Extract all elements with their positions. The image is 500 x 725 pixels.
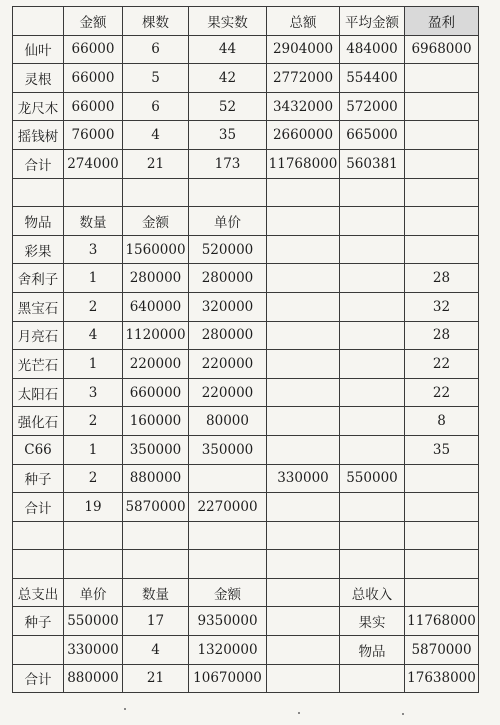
table-cell: 强化石	[13, 407, 64, 436]
table-cell: 665000	[340, 121, 405, 150]
table-cell: C66	[13, 435, 64, 464]
table-cell: 数量	[123, 578, 189, 607]
table-cell: 10670000	[189, 664, 267, 693]
table-cell: 330000	[64, 636, 123, 665]
table-cell: 总收入	[340, 578, 405, 607]
table-cell	[405, 578, 479, 607]
table-cell	[340, 407, 405, 436]
table-cell: 6	[123, 92, 189, 121]
table-cell: 11768000	[267, 149, 340, 178]
table-cell	[123, 550, 189, 579]
table-cell	[64, 521, 123, 550]
table-cell	[267, 264, 340, 293]
table-cell: 4	[123, 121, 189, 150]
table-cell	[123, 178, 189, 207]
table-cell	[64, 178, 123, 207]
table-row	[13, 7, 479, 36]
table-cell	[405, 178, 479, 207]
table-cell: 220000	[123, 350, 189, 379]
table-row	[13, 235, 479, 264]
header-cell: 总额	[267, 7, 340, 36]
table-cell: 1	[64, 350, 123, 379]
table-cell	[267, 235, 340, 264]
table-cell: 220000	[189, 378, 267, 407]
table-cell: 660000	[123, 378, 189, 407]
table-cell	[340, 292, 405, 321]
table-cell	[340, 264, 405, 293]
table-cell	[340, 521, 405, 550]
table-cell: 3432000	[267, 92, 340, 121]
table-cell	[340, 321, 405, 350]
table-row	[13, 521, 479, 550]
table-cell: 4	[64, 321, 123, 350]
table-cell	[267, 550, 340, 579]
table-row	[13, 92, 479, 121]
table-cell: 554400	[340, 64, 405, 93]
table-cell	[267, 578, 340, 607]
table-cell: 2	[64, 292, 123, 321]
table-cell: 金额	[189, 578, 267, 607]
table-row	[13, 636, 479, 665]
table-cell	[267, 292, 340, 321]
table-cell: 320000	[189, 292, 267, 321]
table-cell	[267, 435, 340, 464]
table-cell: 1560000	[123, 235, 189, 264]
table-cell: 舍利子	[13, 264, 64, 293]
table-cell	[340, 178, 405, 207]
data-table	[12, 6, 479, 693]
table-cell: 520000	[189, 235, 267, 264]
table-cell	[189, 521, 267, 550]
table-cell: 21	[123, 664, 189, 693]
table-cell	[340, 493, 405, 522]
table-cell: 350000	[189, 435, 267, 464]
table-cell	[267, 178, 340, 207]
table-cell: 44	[189, 35, 267, 64]
table-cell	[340, 378, 405, 407]
table-cell: 17	[123, 607, 189, 636]
table-cell: 合计	[13, 493, 64, 522]
scan-speck	[402, 713, 404, 715]
table-cell: 32	[405, 292, 479, 321]
table-cell: 80000	[189, 407, 267, 436]
table-cell	[267, 378, 340, 407]
table-cell: 单价	[189, 207, 267, 236]
table-cell	[267, 407, 340, 436]
table-cell	[340, 235, 405, 264]
table-cell: 金额	[123, 207, 189, 236]
table-cell	[13, 550, 64, 579]
table-row	[13, 664, 479, 693]
table-cell	[405, 235, 479, 264]
table-cell: 880000	[123, 464, 189, 493]
table-cell: 果实	[340, 607, 405, 636]
table-row	[13, 292, 479, 321]
table-cell	[189, 178, 267, 207]
table-cell: 物品	[13, 207, 64, 236]
table-cell	[267, 607, 340, 636]
table-cell	[13, 636, 64, 665]
table-cell	[405, 464, 479, 493]
table-cell	[405, 493, 479, 522]
table-cell: 合计	[13, 149, 64, 178]
table-cell: 21	[123, 149, 189, 178]
table-cell: 5	[123, 64, 189, 93]
table-row	[13, 350, 479, 379]
table-cell: 9350000	[189, 607, 267, 636]
table-row	[13, 578, 479, 607]
table-cell: 5870000	[123, 493, 189, 522]
table-cell: 1320000	[189, 636, 267, 665]
table-cell: 种子	[13, 607, 64, 636]
table-cell: 4	[123, 636, 189, 665]
table-cell: 350000	[123, 435, 189, 464]
table-cell: 280000	[189, 264, 267, 293]
table-cell: 1	[64, 435, 123, 464]
table-cell: 35	[405, 435, 479, 464]
table-cell: 2660000	[267, 121, 340, 150]
table-cell	[267, 207, 340, 236]
table-cell: 太阳石	[13, 378, 64, 407]
table-cell	[189, 550, 267, 579]
table-cell	[405, 121, 479, 150]
table-cell: 8	[405, 407, 479, 436]
table-row	[13, 121, 479, 150]
table-cell	[267, 321, 340, 350]
header-cell: 棵数	[123, 7, 189, 36]
table-cell: 龙尺木	[13, 92, 64, 121]
table-row	[13, 407, 479, 436]
table-row	[13, 607, 479, 636]
table-cell: 5870000	[405, 636, 479, 665]
table-cell: 物品	[340, 636, 405, 665]
table-row	[13, 149, 479, 178]
table-cell: 2	[64, 464, 123, 493]
table-cell: 22	[405, 350, 479, 379]
table-row	[13, 378, 479, 407]
table-row	[13, 35, 479, 64]
table-cell: 3	[64, 378, 123, 407]
header-cell	[13, 7, 64, 36]
table-cell: 仙叶	[13, 35, 64, 64]
table-cell	[405, 92, 479, 121]
table-cell: 550000	[64, 607, 123, 636]
table-cell: 2772000	[267, 64, 340, 93]
table-cell: 6	[123, 35, 189, 64]
table-cell: 19	[64, 493, 123, 522]
table-cell: 数量	[64, 207, 123, 236]
table-cell	[405, 550, 479, 579]
table-cell	[13, 521, 64, 550]
table-cell: 黑宝石	[13, 292, 64, 321]
table-cell: 1	[64, 264, 123, 293]
table-cell	[267, 493, 340, 522]
table-cell	[405, 64, 479, 93]
table-cell: 总支出	[13, 578, 64, 607]
table-cell: 560381	[340, 149, 405, 178]
table-cell: 280000	[123, 264, 189, 293]
table-cell	[267, 664, 340, 693]
table-cell: 11768000	[405, 607, 479, 636]
table-cell	[64, 550, 123, 579]
table-row	[13, 178, 479, 207]
table-cell	[340, 350, 405, 379]
table-cell: 330000	[267, 464, 340, 493]
table-cell: 66000	[64, 64, 123, 93]
table-cell: 种子	[13, 464, 64, 493]
table-cell: 66000	[64, 35, 123, 64]
table-cell: 484000	[340, 35, 405, 64]
table-row	[13, 64, 479, 93]
table-row	[13, 321, 479, 350]
table-cell: 2904000	[267, 35, 340, 64]
table-cell: 合计	[13, 664, 64, 693]
table-cell: 22	[405, 378, 479, 407]
table-cell	[267, 350, 340, 379]
table-cell	[123, 521, 189, 550]
table-cell: 280000	[189, 321, 267, 350]
scan-speck	[124, 708, 126, 710]
table-cell: 彩果	[13, 235, 64, 264]
table-cell: 3	[64, 235, 123, 264]
table-cell: 月亮石	[13, 321, 64, 350]
table-cell: 28	[405, 264, 479, 293]
table-cell: 220000	[189, 350, 267, 379]
table-cell: 640000	[123, 292, 189, 321]
table-cell	[340, 550, 405, 579]
table-cell: 17638000	[405, 664, 479, 693]
table-cell: 6968000	[405, 35, 479, 64]
table-cell: 2270000	[189, 493, 267, 522]
table-cell: 灵根	[13, 64, 64, 93]
table-cell	[405, 149, 479, 178]
table-cell	[267, 636, 340, 665]
header-cell: 金额	[64, 7, 123, 36]
table-cell: 76000	[64, 121, 123, 150]
table-cell: 880000	[64, 664, 123, 693]
table-cell: 2	[64, 407, 123, 436]
table-row	[13, 464, 479, 493]
header-cell: 果实数	[189, 7, 267, 36]
table-cell: 光芒石	[13, 350, 64, 379]
table-cell: 52	[189, 92, 267, 121]
table-row	[13, 550, 479, 579]
table-cell: 173	[189, 149, 267, 178]
table-cell	[405, 521, 479, 550]
table-row	[13, 264, 479, 293]
table-row	[13, 435, 479, 464]
table-cell: 274000	[64, 149, 123, 178]
table-cell	[340, 207, 405, 236]
table-cell	[340, 664, 405, 693]
table-cell	[267, 521, 340, 550]
table-cell	[13, 178, 64, 207]
table-cell	[405, 207, 479, 236]
header-cell: 平均金额	[340, 7, 405, 36]
table-cell: 572000	[340, 92, 405, 121]
table-cell	[340, 435, 405, 464]
table-cell: 1120000	[123, 321, 189, 350]
table-cell: 28	[405, 321, 479, 350]
table-row	[13, 493, 479, 522]
header-cell: 盈利	[405, 7, 479, 36]
table-cell: 单价	[64, 578, 123, 607]
table-row	[13, 207, 479, 236]
table-cell: 摇钱树	[13, 121, 64, 150]
table-cell	[189, 464, 267, 493]
table-cell: 42	[189, 64, 267, 93]
scan-speck	[298, 712, 300, 714]
table-cell: 550000	[340, 464, 405, 493]
table-cell: 160000	[123, 407, 189, 436]
table-cell: 35	[189, 121, 267, 150]
table-cell: 66000	[64, 92, 123, 121]
